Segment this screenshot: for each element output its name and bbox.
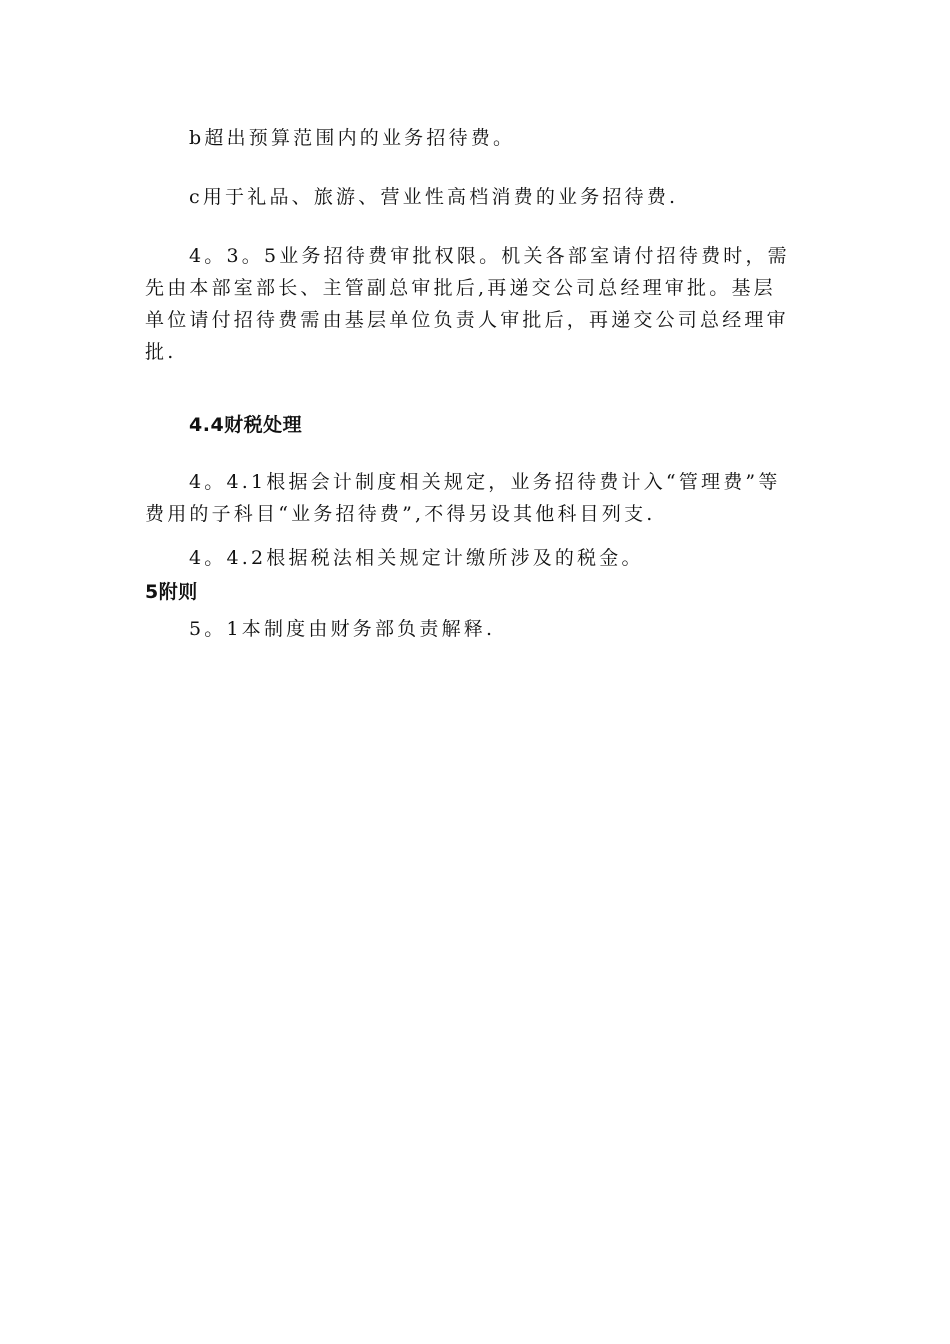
paragraph-4-4-2: 4。4.2根据税法相关规定计缴所涉及的税金。	[189, 547, 644, 569]
paragraph-4-3-5: 4。3。5业务招待费审批权限。机关各部室请付招待费时，需先由本部室部长、主管副总审批后,再递交公司总经理审批。基层单位请付招待费需由基层单位负责人审批后，再递交公司总经理审批.	[145, 245, 790, 363]
section-heading-5: 5附则	[145, 581, 198, 603]
paragraph-4-4-1: 4。4.1根据会计制度相关规定，业务招待费计入“管理费”等费用的子科目“业务招待费”,不得另设其他科目列支.	[145, 471, 781, 525]
section-heading-4-4: 4.4财税处理	[189, 414, 303, 436]
item-b-text: b超出预算范围内的业务招待费。	[189, 127, 516, 149]
item-c-text: c用于礼品、旅游、营业性高档消费的业务招待费.	[189, 186, 679, 208]
paragraph-5-1: 5。1本制度由财务部负责解释.	[189, 618, 496, 640]
